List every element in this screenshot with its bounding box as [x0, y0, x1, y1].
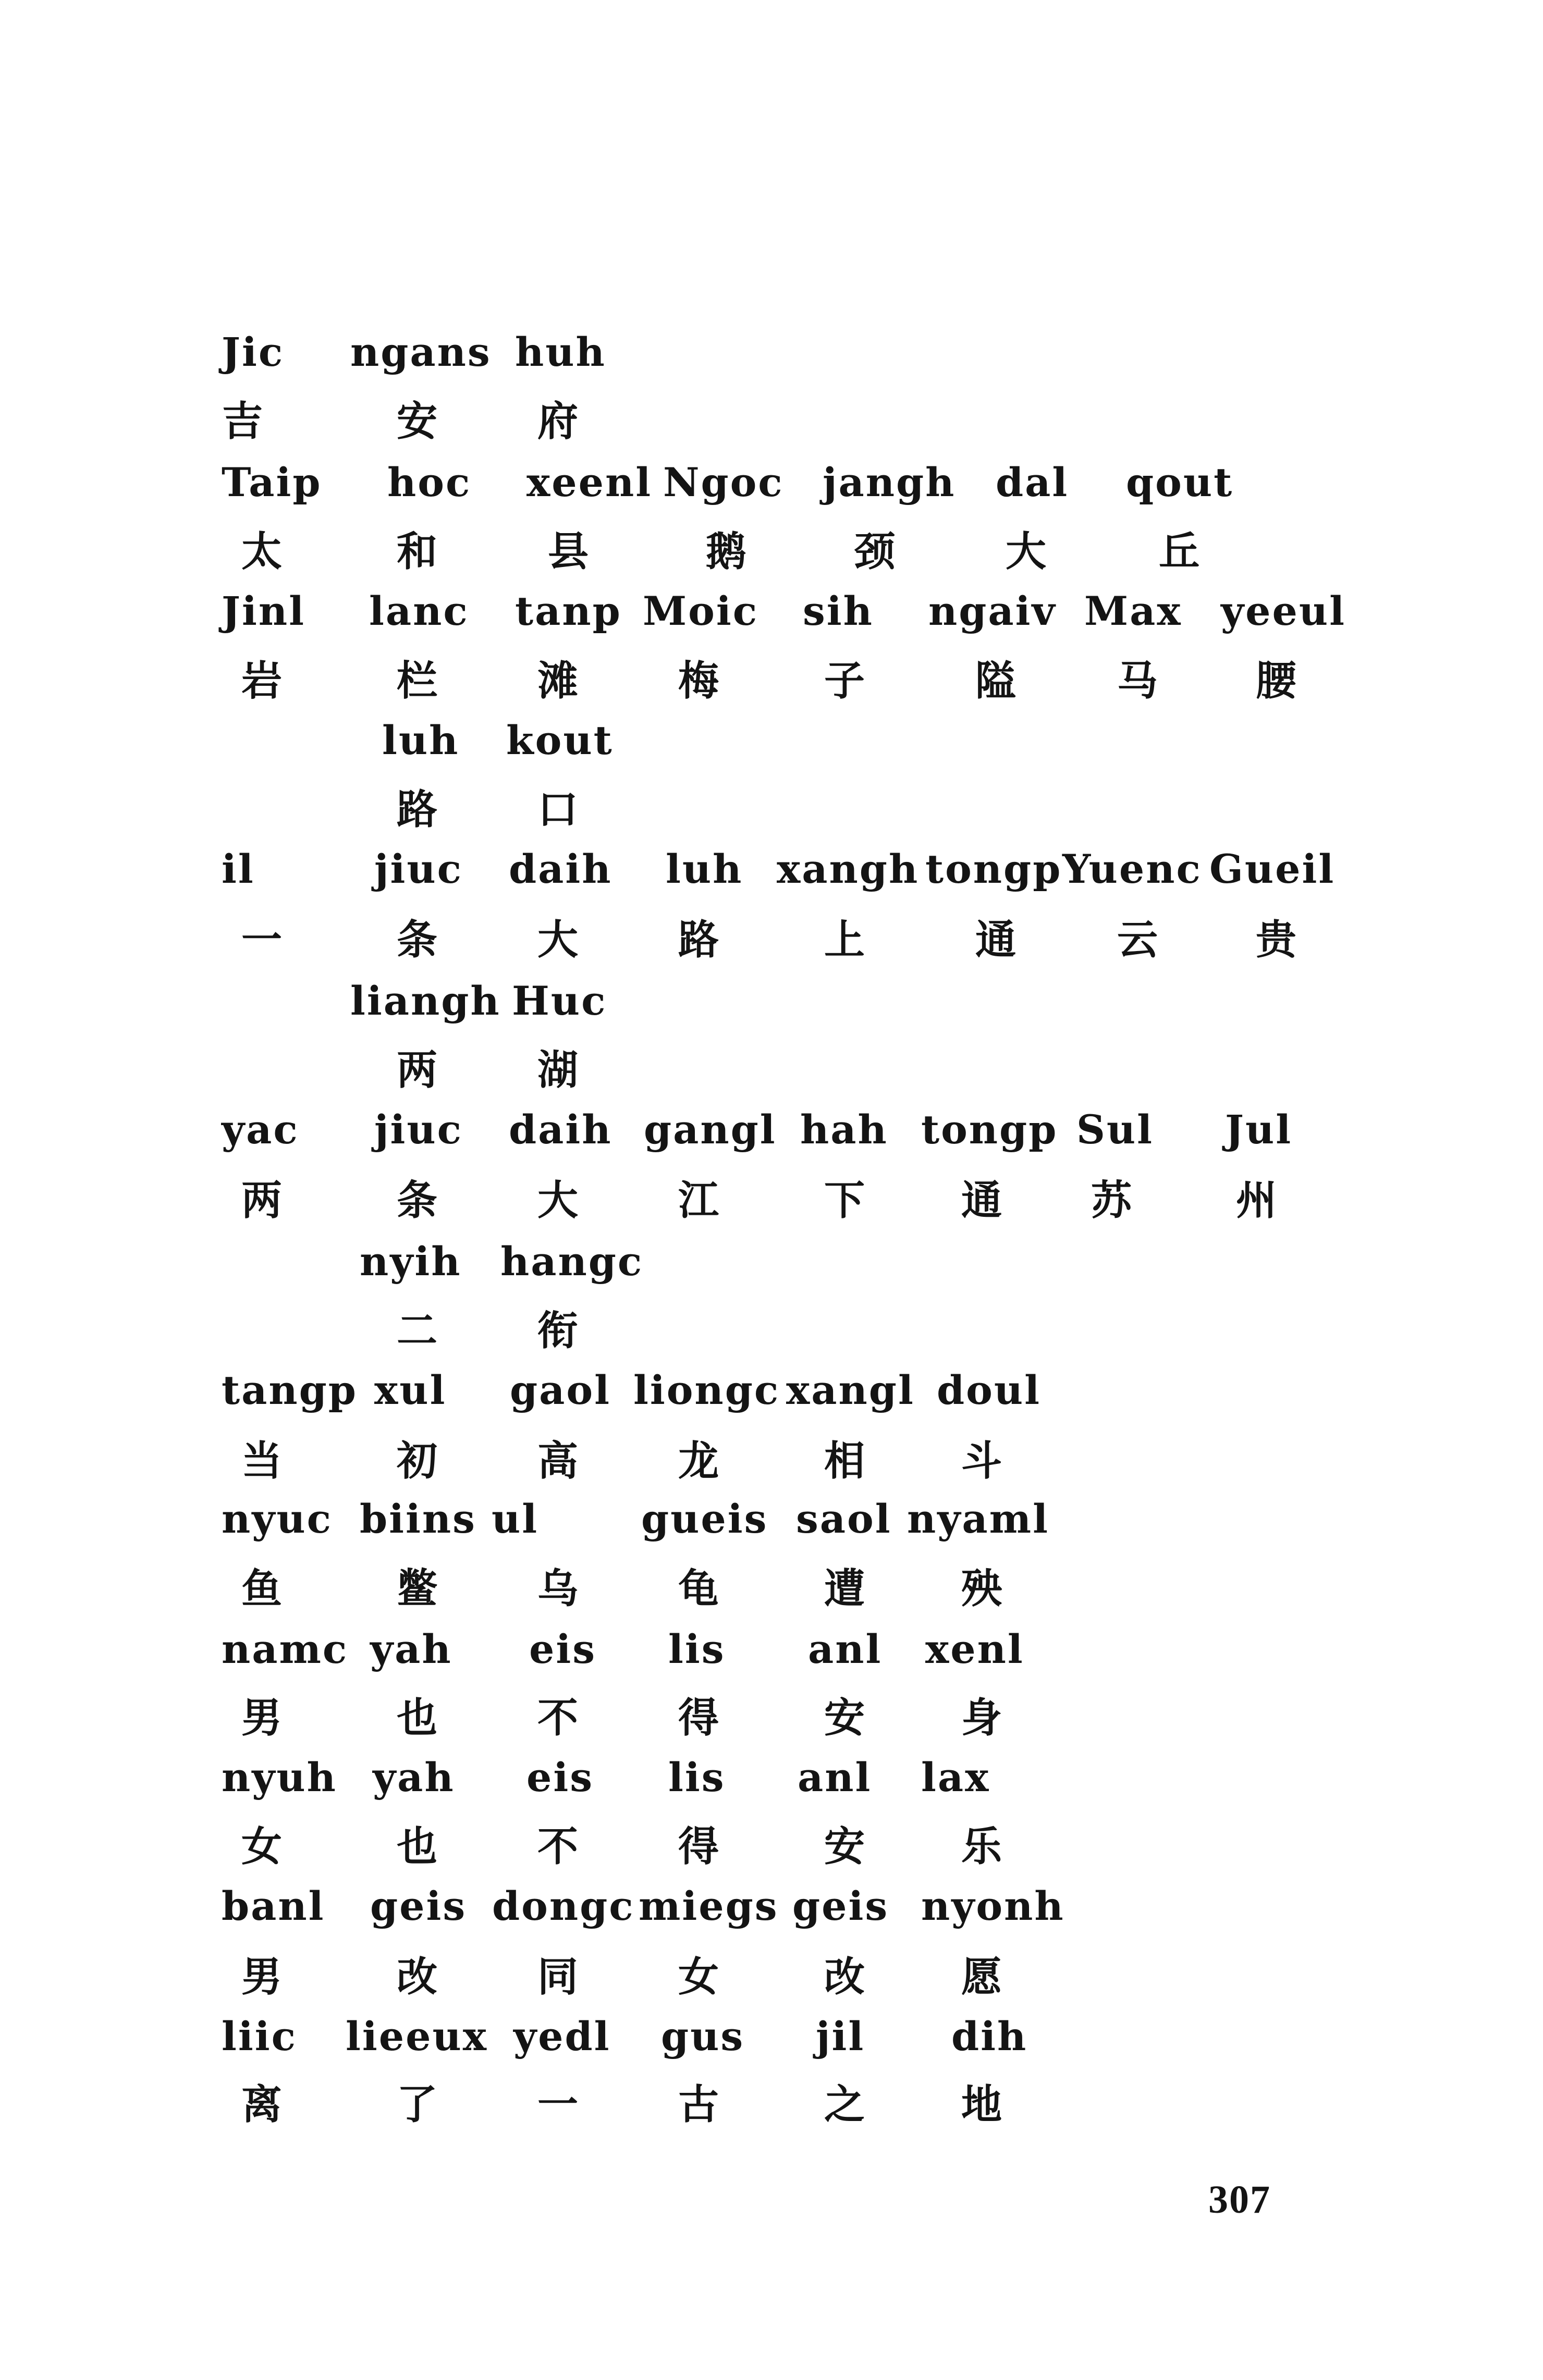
romanized-word: geis	[792, 1883, 889, 1929]
romanized-word: hangc	[500, 1238, 644, 1285]
romanized-line	[0, 1496, 1543, 1567]
hanzi-gloss-line	[0, 657, 1543, 729]
romanized-word: nyuh	[222, 1754, 337, 1801]
romanized-word: gaol	[510, 1367, 611, 1413]
romanized-word: xangl	[786, 1367, 915, 1413]
romanized-line	[0, 1106, 1543, 1178]
hanzi-word: 条	[396, 916, 438, 964]
hanzi-word: 通	[975, 916, 1017, 964]
romanized-line	[0, 978, 1543, 1049]
hanzi-word: 吉	[222, 398, 263, 445]
hanzi-word: 江	[678, 1177, 719, 1224]
romanized-word: eis	[526, 1754, 594, 1801]
hanzi-word: 两	[396, 1046, 438, 1094]
romanized-word: tongp	[921, 1106, 1058, 1153]
hanzi-word: 高	[537, 1437, 579, 1485]
romanized-line	[0, 2013, 1543, 2085]
hanzi-word: 岩	[241, 657, 283, 705]
hanzi-word: 栏	[396, 657, 438, 705]
hanzi-word: 女	[678, 1953, 719, 2001]
romanized-line	[0, 1626, 1543, 1697]
hanzi-word: 子	[824, 657, 865, 705]
hanzi-word: 湖	[537, 1046, 579, 1094]
hanzi-word: 一	[537, 2081, 579, 2128]
romanized-line	[0, 1238, 1543, 1310]
hanzi-word: 条	[396, 1177, 438, 1224]
romanized-word: nyaml	[907, 1496, 1049, 1542]
hanzi-word: 不	[537, 1694, 579, 1742]
hanzi-word: 改	[396, 1953, 438, 2001]
romanized-word: eis	[529, 1626, 597, 1672]
hanzi-word: 得	[678, 1823, 719, 1870]
hanzi-word: 颈	[854, 528, 896, 575]
romanized-word: yah	[373, 1754, 455, 1801]
romanized-word: xenl	[925, 1626, 1024, 1672]
romanized-word: lis	[668, 1754, 726, 1801]
hanzi-word: 府	[537, 398, 579, 445]
hanzi-word: 大	[537, 1177, 579, 1224]
romanized-word: luh	[666, 846, 743, 892]
romanized-word: qout	[1126, 459, 1234, 505]
romanized-word: anl	[808, 1626, 883, 1672]
romanized-word: lanc	[369, 588, 469, 634]
hanzi-word: 贵	[1255, 916, 1297, 964]
romanized-line	[0, 329, 1543, 400]
romanized-word: tongp	[925, 846, 1062, 892]
romanized-word: tanp	[515, 588, 622, 634]
romanized-word: yeeul	[1221, 588, 1346, 634]
romanized-word: gueis	[641, 1496, 768, 1542]
hanzi-word: 初	[396, 1437, 438, 1485]
hanzi-word: 丘	[1158, 528, 1200, 575]
hanzi-word: 梅	[678, 657, 719, 705]
romanized-word: jil	[816, 2013, 865, 2060]
romanized-word: dal	[996, 459, 1069, 505]
hanzi-word: 一	[241, 916, 283, 964]
romanized-word: Gueil	[1209, 846, 1336, 892]
hanzi-word: 乌	[537, 1565, 579, 1612]
romanized-word: Taip	[222, 459, 322, 505]
romanized-word: xeenl	[526, 459, 653, 505]
hanzi-word: 改	[824, 1953, 865, 2001]
romanized-word: Sul	[1076, 1106, 1154, 1153]
romanized-line	[0, 1754, 1543, 1826]
hanzi-word: 路	[396, 786, 438, 833]
hanzi-word: 龙	[678, 1437, 719, 1485]
romanized-word: saol	[796, 1496, 892, 1542]
hanzi-word: 云	[1117, 916, 1158, 964]
romanized-word: Jinl	[222, 588, 305, 634]
romanized-word: Jic	[222, 329, 285, 375]
hanzi-word: 腰	[1255, 657, 1297, 705]
hanzi-word: 安	[824, 1823, 865, 1870]
romanized-word: ngaiv	[928, 588, 1057, 634]
hanzi-word: 鹅	[705, 528, 747, 575]
romanized-word: Yuenc	[1062, 846, 1202, 892]
hanzi-word: 太	[241, 528, 283, 575]
romanized-word: gangl	[644, 1106, 777, 1153]
romanized-word: luh	[382, 717, 460, 763]
romanized-word: Jul	[1225, 1106, 1293, 1153]
romanized-word: yac	[222, 1106, 299, 1153]
romanized-word: xul	[374, 1367, 447, 1413]
romanized-word: ngans	[350, 329, 492, 375]
romanized-word: xangh	[777, 846, 920, 892]
romanized-line	[0, 1367, 1543, 1438]
romanized-word: lieeux	[346, 2013, 488, 2060]
hanzi-word: 了	[396, 2081, 438, 2128]
hanzi-word: 得	[678, 1694, 719, 1742]
romanized-word: namc	[222, 1626, 349, 1672]
hanzi-gloss-line	[0, 916, 1543, 988]
hanzi-word: 大	[537, 916, 579, 964]
hanzi-word: 鱼	[241, 1565, 283, 1612]
romanized-word: huh	[515, 329, 606, 375]
hanzi-word: 安	[396, 398, 438, 445]
hanzi-word: 女	[241, 1823, 283, 1870]
romanized-word: Huc	[512, 978, 607, 1024]
romanized-word: daih	[509, 846, 613, 892]
hanzi-word: 乐	[961, 1823, 1002, 1870]
romanized-word: dih	[951, 2013, 1028, 2060]
hanzi-word: 鳖	[396, 1565, 438, 1612]
hanzi-word: 遭	[824, 1565, 865, 1612]
hanzi-word: 也	[396, 1823, 438, 1870]
romanized-word: nyuc	[222, 1496, 333, 1542]
romanized-word: hah	[800, 1106, 888, 1153]
romanized-word: nyih	[360, 1238, 462, 1285]
romanized-word: dongc	[492, 1883, 635, 1929]
romanized-word: tangp	[222, 1367, 358, 1413]
hanzi-word: 安	[824, 1694, 865, 1742]
hanzi-word: 滩	[537, 657, 579, 705]
hanzi-word: 隘	[975, 657, 1017, 705]
romanized-word: sih	[803, 588, 874, 634]
hanzi-word: 苏	[1091, 1177, 1132, 1224]
romanized-word: liic	[222, 2013, 297, 2060]
romanized-word: Ngoc	[663, 459, 784, 505]
hanzi-word: 马	[1117, 657, 1158, 705]
romanized-word: geis	[370, 1883, 467, 1929]
romanized-word: liongc	[633, 1367, 780, 1413]
romanized-word: Moic	[643, 588, 758, 634]
hanzi-word: 二	[396, 1307, 438, 1354]
hanzi-word: 殃	[961, 1565, 1002, 1612]
romanized-word: jangh	[823, 459, 956, 505]
romanized-word: nyonh	[921, 1883, 1065, 1929]
hanzi-word: 县	[547, 528, 589, 575]
romanized-line	[0, 717, 1543, 788]
hanzi-word: 当	[241, 1437, 283, 1485]
romanized-word: liangh	[350, 978, 501, 1024]
romanized-line	[0, 846, 1543, 917]
hanzi-word: 大	[1005, 528, 1047, 575]
romanized-word: miegs	[639, 1883, 779, 1929]
hanzi-word: 男	[241, 1694, 283, 1742]
hanzi-gloss-line	[0, 1177, 1543, 1248]
romanized-word: doul	[937, 1367, 1041, 1413]
romanized-word: kout	[506, 717, 614, 763]
hanzi-word: 身	[961, 1694, 1002, 1742]
romanized-word: hoc	[387, 459, 472, 505]
romanized-word: gus	[661, 2013, 745, 2060]
hanzi-word: 斗	[961, 1437, 1002, 1485]
romanized-word: yah	[370, 1626, 452, 1672]
hanzi-word: 同	[537, 1953, 579, 2001]
hanzi-word: 愿	[961, 1953, 1002, 2001]
hanzi-word: 通	[961, 1177, 1002, 1224]
hanzi-word: 之	[824, 2081, 865, 2128]
hanzi-word: 上	[824, 916, 865, 964]
romanized-word: il	[222, 846, 255, 892]
hanzi-word: 离	[241, 2081, 283, 2128]
hanzi-word: 相	[824, 1437, 865, 1485]
hanzi-word: 衔	[537, 1307, 579, 1354]
romanized-word: Max	[1084, 588, 1182, 634]
hanzi-word: 两	[241, 1177, 283, 1224]
page-number: 307	[1208, 2178, 1271, 2222]
hanzi-word: 和	[396, 528, 438, 575]
romanized-line	[0, 588, 1543, 659]
romanized-word: daih	[509, 1106, 613, 1153]
hanzi-word: 口	[537, 786, 579, 833]
romanized-word: yedl	[513, 2013, 611, 2060]
romanized-word: banl	[222, 1883, 325, 1929]
hanzi-word: 古	[678, 2081, 719, 2128]
romanized-word: lis	[668, 1626, 726, 1672]
hanzi-word: 也	[396, 1694, 438, 1742]
hanzi-word: 不	[537, 1823, 579, 1870]
hanzi-word: 州	[1235, 1177, 1277, 1224]
hanzi-word: 下	[824, 1177, 865, 1224]
romanized-word: anl	[798, 1754, 872, 1801]
hanzi-word: 龟	[678, 1565, 719, 1612]
romanized-word: jiuc	[374, 1106, 463, 1153]
romanized-word: ul	[492, 1496, 539, 1542]
romanized-line	[0, 1883, 1543, 1954]
romanized-word: biins	[360, 1496, 476, 1542]
hanzi-word: 男	[241, 1953, 283, 2001]
romanized-line	[0, 459, 1543, 531]
hanzi-word: 路	[678, 916, 719, 964]
romanized-word: jiuc	[374, 846, 463, 892]
romanized-word: lax	[921, 1754, 990, 1801]
hanzi-gloss-line	[0, 2081, 1543, 2152]
hanzi-word: 地	[961, 2081, 1002, 2128]
